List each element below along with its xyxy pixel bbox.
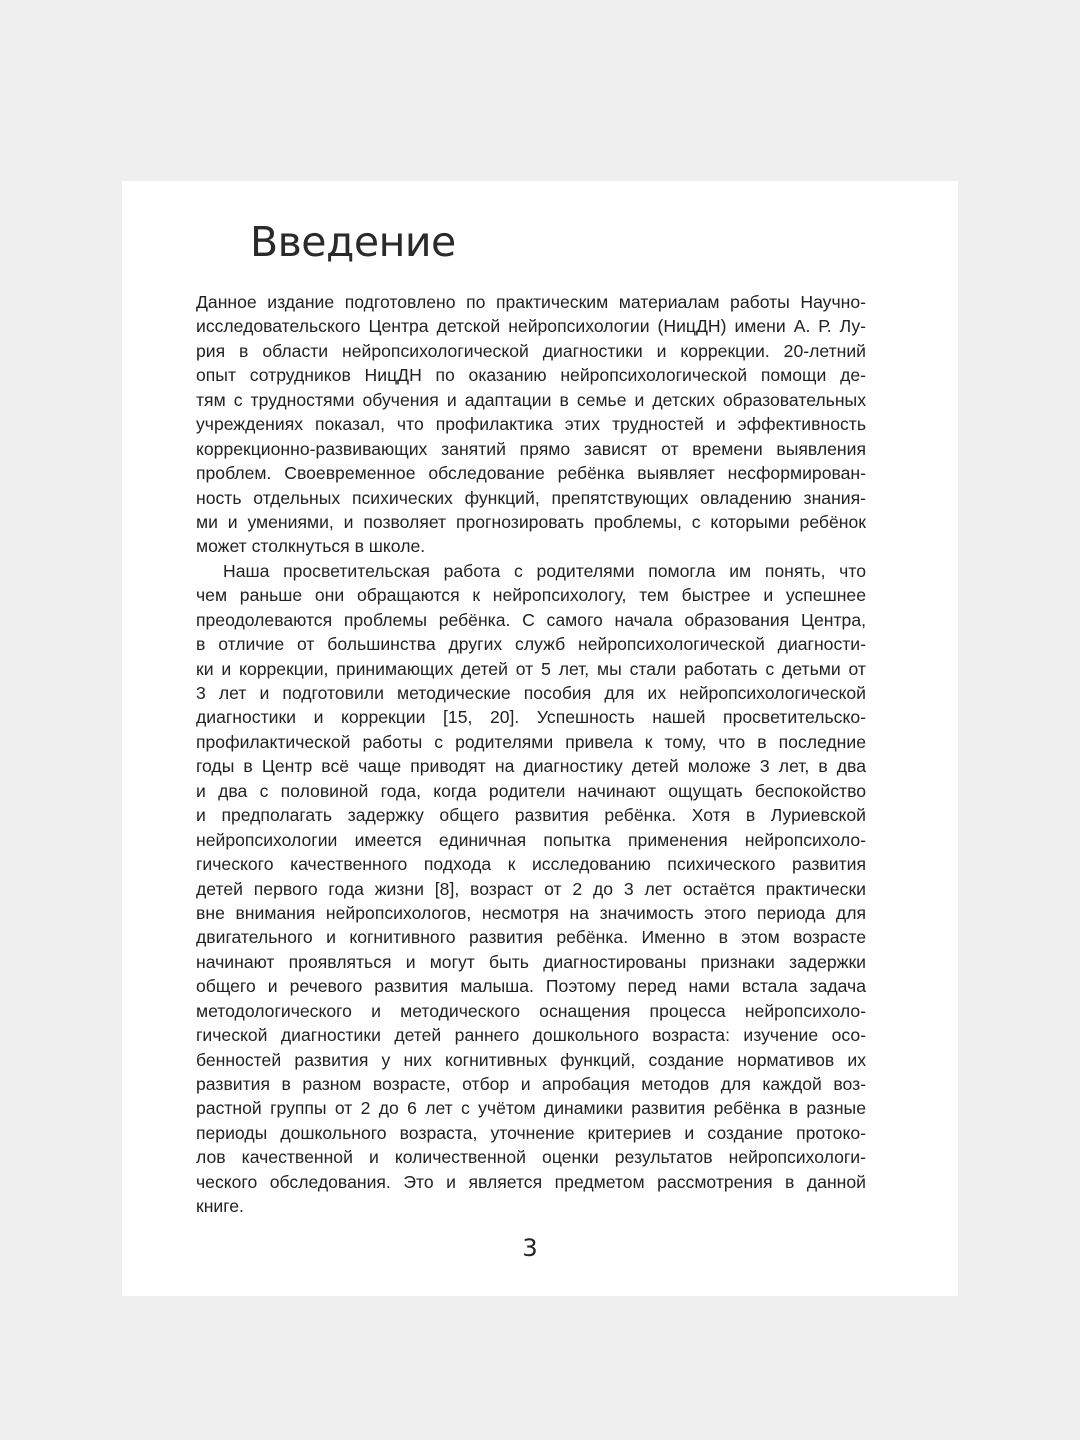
text-line: развития в разном возрасте, отбор и апробация методов для каждой воз- — [196, 1074, 866, 1094]
text-line: и два с половиной года, когда родители начинают ощущать беспокойство — [196, 780, 866, 801]
text-line: периоды дошкольного возраста, уточнение критериев и создание протоко- — [196, 1122, 866, 1143]
text-line: в отличие от большинства других служб нейропсихологической диагности- — [196, 634, 866, 655]
text-line: нейропсихологии имеется единичная попытка применения нейропсихоло- — [196, 829, 866, 850]
text-line: опыт сотрудников НицДН по оказанию нейропсихологической помощи де- — [196, 365, 866, 386]
text-line: начинают проявляться и могут быть диагностированы признаки задержки — [196, 951, 866, 972]
text-line: общего и речевого развития малыша. Поэтому перед нами встала задача — [196, 976, 866, 997]
text-line: профилактической работы с родителями привела к тому, что в последние — [196, 731, 866, 752]
paragraph-1 — [196, 290, 866, 559]
text-line: Данное издание подготовлено по практическим материалам работы Научно- — [196, 292, 866, 312]
text-line: вне внимания нейропсихологов, несмотря на значимость этого периода для — [196, 902, 866, 923]
text-line: может столкнуться в школе. — [196, 536, 426, 557]
text-line: проблем. Своевременное обследование ребёнка выявляет несформирован- — [196, 463, 866, 484]
text-line: Наша просветительская работа с родителями помогла им понять, что — [223, 560, 866, 581]
text-line: диагностики и коррекции [15, 20]. Успешность нашей просветительско- — [196, 707, 866, 728]
text-line: и предполагать задержку общего развития ребёнка. Хотя в Луриевской — [196, 805, 866, 826]
text-line: гической диагностики детей раннего дошкольного возраста: изучение осо- — [196, 1025, 866, 1046]
text-line: книге. — [196, 1196, 244, 1217]
chapter-heading: Введение — [250, 218, 456, 266]
page-number: 3 — [522, 1234, 538, 1262]
text-line: лов качественной и количественной оценки результатов нейропсихологи- — [196, 1147, 866, 1168]
text-line: годы в Центр всё чаще приводят на диагностику детей моложе 3 лет, в два — [196, 756, 866, 777]
text-line: исследовательского Центра детской нейропсихологии (НицДН) имени А. Р. Лу- — [196, 316, 866, 337]
text-line: методологического и методического оснащения процесса нейропсихоло- — [196, 1000, 866, 1021]
text-line: двигательного и когнитивного развития ребёнка. Именно в этом возрасте — [196, 927, 866, 948]
body-text — [196, 290, 866, 1219]
text-line: чем раньше они обращаются к нейропсихологу, тем быстрее и успешнее — [196, 585, 866, 606]
text-line: ки и коррекции, принимающих детей от 5 лет, мы стали работать с детьми от — [196, 658, 866, 679]
paragraph-2 — [196, 559, 866, 1219]
text-line: рия в области нейропсихологической диагностики и коррекции. 20-летний — [196, 340, 866, 361]
text-line: детей первого года жизни [8], возраст от 2 до 3 лет остаётся практически — [196, 878, 866, 899]
text-line: бенностей развития у них когнитивных функций, создание нормативов их — [196, 1049, 866, 1070]
text-line: 3 лет и подготовили методические пособия для их нейропсихологической — [196, 683, 866, 703]
text-line: ность отдельных психических функций, препятствующих овладению знания- — [196, 487, 866, 508]
text-line: гического качественного подхода к исследованию психического развития — [196, 854, 866, 875]
text-line: преодолеваются проблемы ребёнка. С самого начала образования Центра, — [196, 609, 866, 630]
text-line: растной группы от 2 до 6 лет с учётом динамики развития ребёнка в разные — [196, 1098, 866, 1119]
text-line: ческого обследования. Это и является предметом рассмотрения в данной — [196, 1171, 866, 1192]
text-line: тям с трудностями обучения и адаптации в семье и детских образовательных — [196, 389, 866, 410]
text-line: коррекционно-развивающих занятий прямо зависят от времени выявления — [196, 438, 866, 459]
text-line: ми и умениями, и позволяет прогнозировать проблемы, с которыми ребёнок — [196, 511, 866, 532]
text-line: учреждениях показал, что профилактика этих трудностей и эффективность — [196, 414, 866, 435]
